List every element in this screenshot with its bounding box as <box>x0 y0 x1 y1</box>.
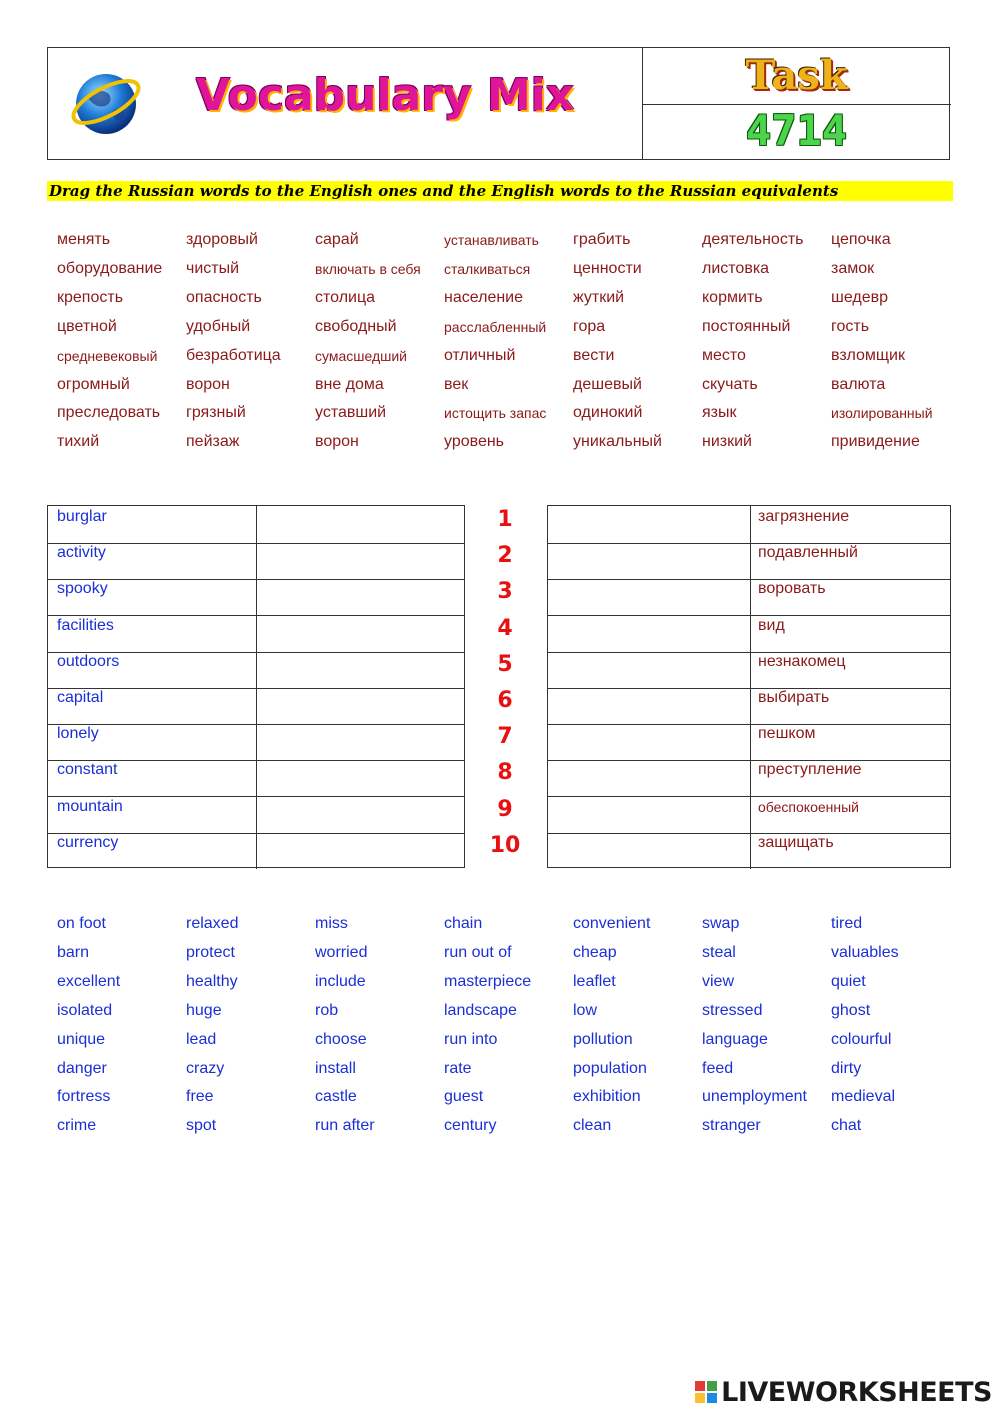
cell-divider <box>750 615 751 652</box>
cell-divider <box>750 723 751 760</box>
english-word-chip[interactable]: guest <box>444 1088 484 1106</box>
english-word-chip[interactable]: worried <box>315 943 368 961</box>
russian-word-chip[interactable]: здоровый <box>186 231 258 248</box>
task-label: Task <box>745 52 848 99</box>
table-row <box>48 796 464 833</box>
table-row <box>548 578 950 615</box>
row-number: 1 <box>497 507 513 532</box>
english-word-chip[interactable]: isolated <box>57 1001 113 1019</box>
russian-word-chip[interactable]: низкий <box>702 433 752 451</box>
table-row <box>548 796 950 833</box>
answer-drop-zone[interactable] <box>548 651 750 688</box>
russian-word-chip[interactable]: скучать <box>702 375 758 393</box>
answer-drop-zone[interactable] <box>257 615 464 652</box>
russian-word-chip[interactable]: место <box>702 346 746 364</box>
cell-divider <box>750 687 751 724</box>
russian-word-chip[interactable]: замок <box>831 259 875 277</box>
answer-drop-zone[interactable] <box>257 832 464 869</box>
russian-word-chip[interactable]: пейзаж <box>186 433 240 451</box>
cell-divider <box>750 651 751 688</box>
logo-box-blue <box>707 1393 717 1403</box>
cell-divider <box>750 542 751 579</box>
english-word-chip[interactable]: run into <box>444 1030 498 1048</box>
russian-word-chip[interactable]: население <box>444 288 524 306</box>
english-word-chip[interactable]: stressed <box>702 1001 763 1019</box>
english-term: burglar <box>57 508 107 525</box>
cell-divider <box>750 796 751 833</box>
russian-term: преступление <box>758 761 862 779</box>
russian-word-chip[interactable]: безработица <box>186 346 281 364</box>
table-row <box>548 687 950 724</box>
answer-drop-zone[interactable] <box>548 615 750 652</box>
russian-word-chip[interactable]: менять <box>57 231 111 248</box>
english-word-chip[interactable]: protect <box>186 943 235 961</box>
english-word-chip[interactable]: convenient <box>573 915 651 932</box>
russian-word-chip[interactable]: постоянный <box>702 317 791 335</box>
answer-drop-zone[interactable] <box>257 578 464 615</box>
russian-word-chip[interactable]: век <box>444 375 469 393</box>
english-word-chip[interactable]: free <box>186 1088 214 1106</box>
english-word-chip[interactable]: dirty <box>831 1059 862 1077</box>
answer-drop-zone[interactable] <box>548 542 750 579</box>
logo-box-green <box>707 1381 717 1391</box>
english-word-chip[interactable]: relaxed <box>186 915 239 932</box>
english-word-chip[interactable]: unemployment <box>702 1088 807 1106</box>
answer-drop-zone[interactable] <box>257 542 464 579</box>
english-word-chip[interactable]: cheap <box>573 943 617 961</box>
logo-box-red <box>695 1381 705 1391</box>
russian-word-chip[interactable]: оборудование <box>57 259 163 277</box>
english-word-chip[interactable]: valuables <box>831 943 899 961</box>
russian-word-chip[interactable]: взломщик <box>831 346 905 364</box>
russian-word-chip[interactable]: грабить <box>573 231 631 248</box>
russian-word-chip[interactable]: отличный <box>444 346 516 364</box>
table-row <box>48 723 464 760</box>
russian-term: выбирать <box>758 689 830 706</box>
globe-icon <box>68 64 144 140</box>
worksheet-header <box>47 47 950 160</box>
english-word-chip[interactable]: healthy <box>186 972 238 990</box>
english-word-chip[interactable]: choose <box>315 1030 367 1048</box>
russian-word-chip[interactable]: жуткий <box>573 288 625 306</box>
table-row <box>48 759 464 796</box>
english-word-chip[interactable]: medieval <box>831 1088 896 1106</box>
table-row <box>48 615 464 652</box>
english-word-chip[interactable]: crazy <box>186 1059 225 1077</box>
english-word-chip[interactable]: castle <box>315 1088 357 1106</box>
english-term: currency <box>57 833 119 851</box>
russian-word-chip[interactable]: вне дома <box>315 375 384 393</box>
english-term: facilities <box>57 616 114 634</box>
table-row <box>48 506 464 543</box>
english-word-chip[interactable]: stranger <box>702 1117 761 1135</box>
row-number: 6 <box>497 688 513 713</box>
row-number: 2 <box>497 543 513 569</box>
logo-text: LIVEWORKSHEETS <box>721 1376 992 1408</box>
russian-word-chip[interactable]: сарай <box>315 231 359 248</box>
table-row <box>548 615 950 652</box>
table-row <box>48 542 464 579</box>
english-word-chip[interactable]: swap <box>702 915 740 932</box>
answer-drop-zone[interactable] <box>548 506 750 543</box>
english-word-chip[interactable]: crime <box>57 1117 97 1135</box>
russian-word-chip[interactable]: чистый <box>186 259 240 277</box>
russian-word-chip[interactable]: язык <box>702 404 737 422</box>
russian-word-chip[interactable]: ценности <box>573 259 642 277</box>
english-to-russian-table <box>47 505 465 868</box>
english-word-chip[interactable]: masterpiece <box>444 972 532 990</box>
row-number: 7 <box>497 724 513 750</box>
english-word-chip[interactable]: exhibition <box>573 1088 641 1106</box>
answer-drop-zone[interactable] <box>257 723 464 760</box>
english-word-chip[interactable]: leaflet <box>573 972 616 990</box>
english-word-chip[interactable]: population <box>573 1059 647 1077</box>
row-number: 9 <box>497 796 513 822</box>
russian-word-chip[interactable]: дешевый <box>573 375 642 393</box>
russian-term: защищать <box>758 833 834 851</box>
answer-drop-zone[interactable] <box>548 687 750 724</box>
english-word-chip[interactable]: colourful <box>831 1030 892 1048</box>
liveworksheets-logo <box>695 1377 992 1407</box>
russian-word-chip[interactable]: кормить <box>702 288 763 306</box>
table-row <box>48 578 464 615</box>
russian-word-chip[interactable]: столица <box>315 288 376 306</box>
english-term: mountain <box>57 797 123 815</box>
english-word-chip[interactable]: rate <box>444 1059 472 1077</box>
table-row <box>548 506 950 543</box>
row-number: 5 <box>497 651 513 677</box>
english-term: lonely <box>57 725 99 743</box>
english-word-chip[interactable]: landscape <box>444 1001 517 1019</box>
logo-mark <box>695 1381 717 1403</box>
russian-word-chip[interactable]: крепость <box>57 288 124 306</box>
cell-divider <box>750 578 751 615</box>
russian-word-chip[interactable]: привидение <box>831 433 920 451</box>
answer-drop-zone[interactable] <box>257 759 464 796</box>
russian-word-chip[interactable]: деятельность <box>702 231 804 248</box>
english-word-chip[interactable]: lead <box>186 1030 217 1048</box>
english-word-chip[interactable]: fortress <box>57 1088 111 1106</box>
english-word-chip[interactable]: pollution <box>573 1030 633 1048</box>
english-word-chip[interactable]: rob <box>315 1001 339 1019</box>
english-word-chip[interactable]: include <box>315 972 366 990</box>
english-word-chip[interactable]: miss <box>315 915 348 932</box>
english-word-chip[interactable]: spot <box>186 1117 217 1135</box>
english-word-chip[interactable]: feed <box>702 1059 734 1077</box>
answer-drop-zone[interactable] <box>548 796 750 833</box>
russian-term: незнакомец <box>758 652 846 670</box>
russian-word-chip[interactable]: сумасшедший <box>315 347 408 364</box>
english-term: spooky <box>57 580 108 598</box>
english-word-chip[interactable]: barn <box>57 943 90 961</box>
english-term: constant <box>57 761 118 779</box>
table-row <box>548 759 950 796</box>
row-number: 10 <box>489 832 521 858</box>
cell-divider <box>750 759 751 796</box>
table-row <box>548 651 950 688</box>
instruction-banner: Drag the Russian words to the English ones and the English words to the Russian equivalents <box>47 181 953 201</box>
table-row <box>548 723 950 760</box>
table-row <box>48 687 464 724</box>
table-row <box>548 542 950 579</box>
russian-word-chip[interactable]: цепочка <box>831 231 891 248</box>
russian-term: подавленный <box>758 544 858 562</box>
english-word-chip[interactable]: on foot <box>57 915 106 932</box>
russian-word-chip[interactable]: вести <box>573 346 615 364</box>
english-word-chip[interactable]: huge <box>186 1001 222 1019</box>
row-number: 8 <box>497 760 513 786</box>
russian-term: обеспокоенный <box>758 798 860 815</box>
english-word-chip[interactable]: excellent <box>57 972 121 990</box>
table-row <box>48 651 464 688</box>
cell-divider <box>750 506 751 543</box>
russian-word-chip[interactable]: огромный <box>57 375 130 393</box>
english-word-chip[interactable]: steal <box>702 943 736 961</box>
russian-word-chip[interactable]: свободный <box>315 317 397 335</box>
english-word-chip[interactable]: run out of <box>444 943 512 961</box>
russian-word-chip[interactable]: включать в себя <box>315 260 421 277</box>
russian-term: пешком <box>758 725 816 743</box>
english-word-chip[interactable]: unique <box>57 1030 106 1048</box>
cell-divider <box>750 832 751 869</box>
russian-to-english-table <box>547 505 951 868</box>
russian-word-chip[interactable]: цветной <box>57 317 117 335</box>
russian-word-chip[interactable]: гора <box>573 317 606 335</box>
english-word-chip[interactable]: run after <box>315 1117 375 1135</box>
page-title: Vocabulary Mix <box>196 70 575 121</box>
russian-word-chip[interactable]: уникальный <box>573 433 662 451</box>
english-word-chip[interactable]: low <box>573 1001 598 1019</box>
russian-word-chip[interactable]: уставший <box>315 404 387 422</box>
russian-word-chip[interactable]: одинокий <box>573 404 643 422</box>
russian-word-chip[interactable]: грязный <box>186 404 246 422</box>
answer-drop-zone[interactable] <box>257 796 464 833</box>
answer-drop-zone[interactable] <box>548 578 750 615</box>
english-word-chip[interactable]: chat <box>831 1117 862 1135</box>
russian-word-chip[interactable]: истощить запас <box>444 405 547 422</box>
russian-word-chip[interactable]: расслабленный <box>444 318 547 335</box>
english-word-chip[interactable]: ghost <box>831 1001 871 1019</box>
russian-word-chip[interactable]: сталкиваться <box>444 260 531 277</box>
russian-word-chip[interactable]: листовка <box>702 259 770 277</box>
russian-word-chip[interactable]: изолированный <box>831 405 933 422</box>
english-word-chip[interactable]: chain <box>444 915 483 932</box>
russian-word-chip[interactable]: тихий <box>57 433 100 451</box>
russian-word-chip[interactable]: опасность <box>186 288 262 306</box>
english-word-chip[interactable]: clean <box>573 1117 612 1135</box>
english-word-chip[interactable]: century <box>444 1117 497 1135</box>
answer-drop-zone[interactable] <box>257 506 464 543</box>
header-hdivider <box>642 104 951 105</box>
answer-drop-zone[interactable] <box>257 687 464 724</box>
english-term: activity <box>57 544 106 562</box>
answer-drop-zone[interactable] <box>548 759 750 796</box>
russian-word-chip[interactable]: преследовать <box>57 404 161 422</box>
russian-word-chip[interactable]: уровень <box>444 433 505 451</box>
logo-box-yellow <box>695 1393 705 1403</box>
table-row <box>548 832 950 869</box>
russian-word-chip[interactable]: устанавливать <box>444 232 539 248</box>
answer-drop-zone[interactable] <box>548 832 750 869</box>
row-number: 3 <box>497 579 513 605</box>
table-row <box>48 832 464 869</box>
english-word-chip[interactable]: quiet <box>831 972 866 990</box>
english-term: capital <box>57 689 104 706</box>
english-word-chip[interactable]: view <box>702 972 735 990</box>
russian-word-chip[interactable]: шедевр <box>831 288 889 306</box>
russian-word-chip[interactable]: ворон <box>186 375 230 393</box>
row-number: 4 <box>497 615 513 641</box>
russian-word-chip[interactable]: ворон <box>315 433 359 451</box>
task-number: 4714 <box>745 106 848 155</box>
russian-term: загрязнение <box>758 508 850 525</box>
russian-word-chip[interactable]: удобный <box>186 317 251 335</box>
russian-word-chip[interactable]: валюта <box>831 375 886 393</box>
english-word-chip[interactable]: tired <box>831 915 863 932</box>
russian-word-chip[interactable]: гость <box>831 317 870 335</box>
russian-term: вид <box>758 616 785 634</box>
answer-drop-zone[interactable] <box>257 651 464 688</box>
english-term: outdoors <box>57 652 120 670</box>
english-word-chip[interactable]: install <box>315 1059 356 1077</box>
english-word-chip[interactable]: danger <box>57 1059 107 1077</box>
answer-drop-zone[interactable] <box>548 723 750 760</box>
russian-word-chip[interactable]: средневековый <box>57 347 158 364</box>
english-word-chip[interactable]: language <box>702 1030 768 1048</box>
russian-term: воровать <box>758 580 826 598</box>
